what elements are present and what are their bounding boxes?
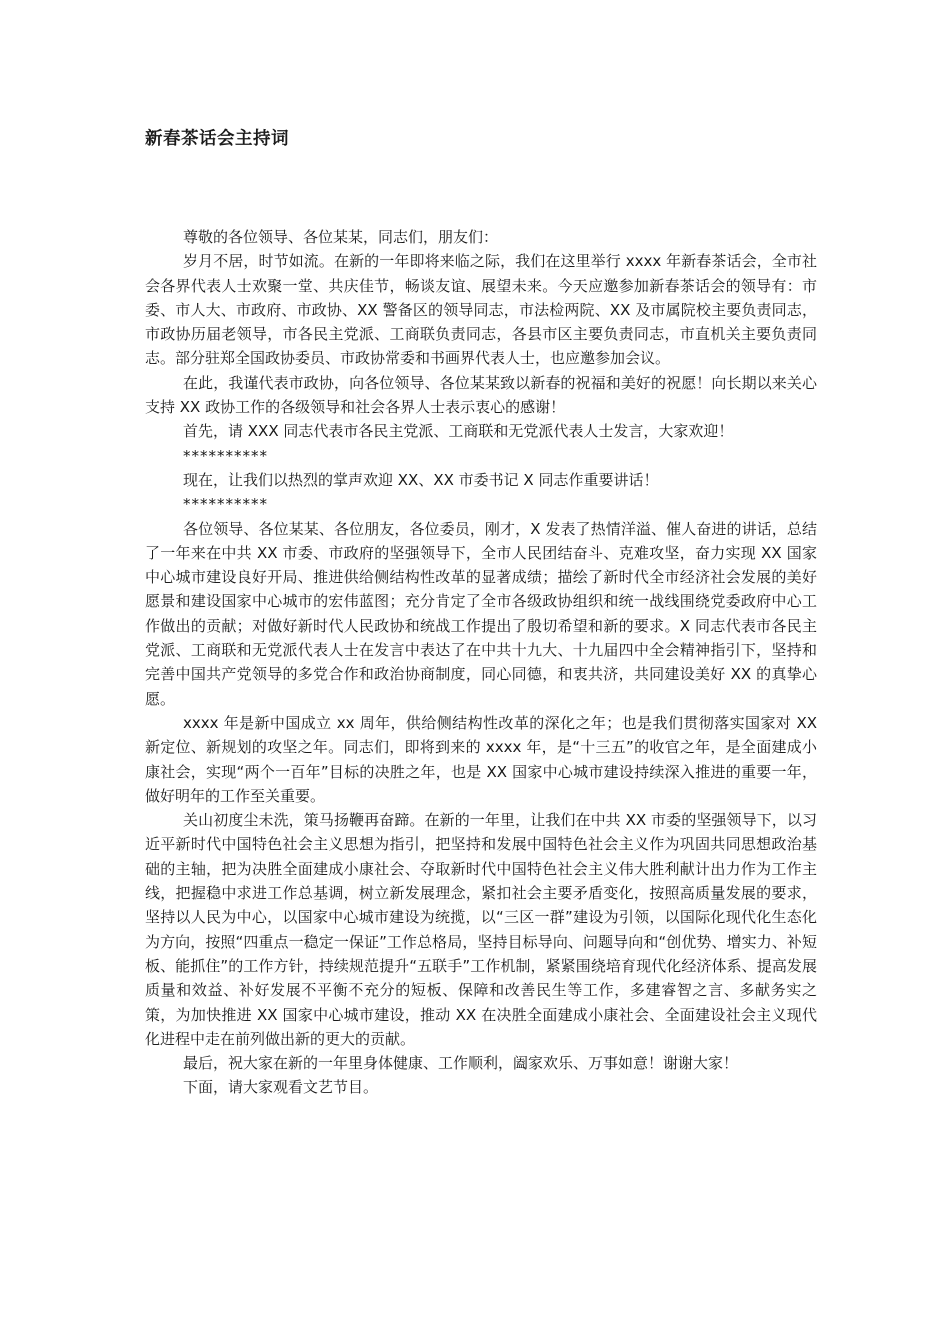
paragraph-first-speaker: 首先，请 XXX 同志代表市各民主党派、工商联和无党派代表人士发言，大家欢迎！ bbox=[183, 422, 734, 441]
paragraph-closing-wishes: 最后，祝大家在新的一年里身体健康、工作顺利，阖家欢乐、万事如意！谢谢大家！ bbox=[183, 1054, 739, 1073]
separator-stars: ********** bbox=[183, 495, 268, 514]
paragraph-salutation: 尊敬的各位领导、各位某某，同志们，朋友们： bbox=[183, 228, 499, 246]
document-title: 新春茶话会主持词 bbox=[145, 129, 289, 149]
paragraph-thanks: 在此，我谨代表市政协，向各位领导、各位某某致以新春的祝福和美好的祝愿！向长期以来关心支持 XX 政协工作的各级领导和社会各界人士表示衷心的感谢！ bbox=[145, 373, 817, 417]
paragraph-year-outlook: xxxx 年是新中国成立 xx 周年，供给侧结构性改革的深化之年；也是我们贯彻落实国家对 XX 新定位、新规划的攻坚之年。同志们，即将到来的 xxxx 年，是“十三五”的收官之年，是全面建成小康社会，实现“两个一百年”目标的决胜之年，也是 XX 国家中心城市建设持续深入推进的重要一年，做好明年的工作至关重要。 bbox=[145, 713, 817, 805]
paragraph-opening: 岁月不居，时节如流。在新的一年即将来临之际，我们在这里举行 xxxx 年新春茶话会，全市社会各界代表人士欢聚一堂、共庆佳节，畅谈友谊、展望未来。今天应邀参加新春茶话会的领导有：市委、市人大、市政府、市政协、XX 警备区的领导同志，市法检两院、XX 及市属院校主要负责同志，市政协历届老领导，市各民主党派、工商联负责同志，各县市区主要负责同志，市直机关主要负责同志。部分驻郑全国政协委员、市政协常委和书画界代表人士，也应邀参加会议。 bbox=[145, 252, 817, 368]
document-body bbox=[145, 225, 817, 1100]
separator-stars: ********** bbox=[183, 446, 268, 465]
paragraph-new-year-goals: 关山初度尘未洗，策马扬鞭再奋蹄。在新的一年里，让我们在中共 XX 市委的坚强领导下，以习近平新时代中国特色社会主义思想为指引，把坚持和发展中国特色社会主义作为巩固共同思想政治基础的主轴，把为决胜全面建成小康社会、夺取新时代中国特色社会主义伟大胜利献计出力作为工作主线，把握稳中求进工作总基调，树立新发展理念，紧扣社会主要矛盾变化，按照高质量发展的要求，坚持以人民为中心，以国家中心城市建设为统揽，以“三区一群”建设为引领，以国际化现代化生态化为方向，按照“四重点一稳定一保证”工作总格局，坚持目标导向、问题导向和“创优势、增实力、补短板、能抓住”的工作方针，持续规范提升“五联手”工作机制，紧紧围绕培育现代化经济体系、提高发展质量和效益、补好发展不平衡不充分的短板、保障和改善民生等工作，多建睿智之言、多献务实之策，为加快推进 XX 国家中心城市建设，推动 XX 在决胜全面建成小康社会、全面建设社会主义现代化进程中走在前列做出新的更大的贡献。 bbox=[145, 811, 817, 1048]
paragraph-second-speaker: 现在，让我们以热烈的掌声欢迎 XX、XX 市委书记 X 同志作重要讲话！ bbox=[183, 470, 659, 489]
paragraph-summary: 各位领导、各位某某、各位朋友，各位委员，刚才，X 发表了热情洋溢、催人奋进的讲话，总结了一年来在中共 XX 市委、市政府的坚强领导下，全市人民团结奋斗、克难攻坚，奋力实现 XX 国家中心城市建设良好开局、推进供给侧结构性改革的显著成绩；描绘了新时代全市经济社会发展的美好愿景和建设国家中心城市的宏伟蓝图；充分肯定了全市各级政协组织和统一战线围绕党委政府中心工作做出的贡献；对做好新时代人民政协和统战工作提出了殷切希望和新的要求。X 同志代表市各民主党派、工商联和无党派代表人士在发言中表达了在中共十九大、十九届四中全会精神指引下，坚持和完善中国共产党领导的多党合作和政治协商制度，同心同德，和衷共济，共同建设美好 XX 的真挚心愿。 bbox=[145, 519, 817, 708]
paragraph-program-intro: 下面，请大家观看文艺节目。 bbox=[183, 1078, 379, 1097]
